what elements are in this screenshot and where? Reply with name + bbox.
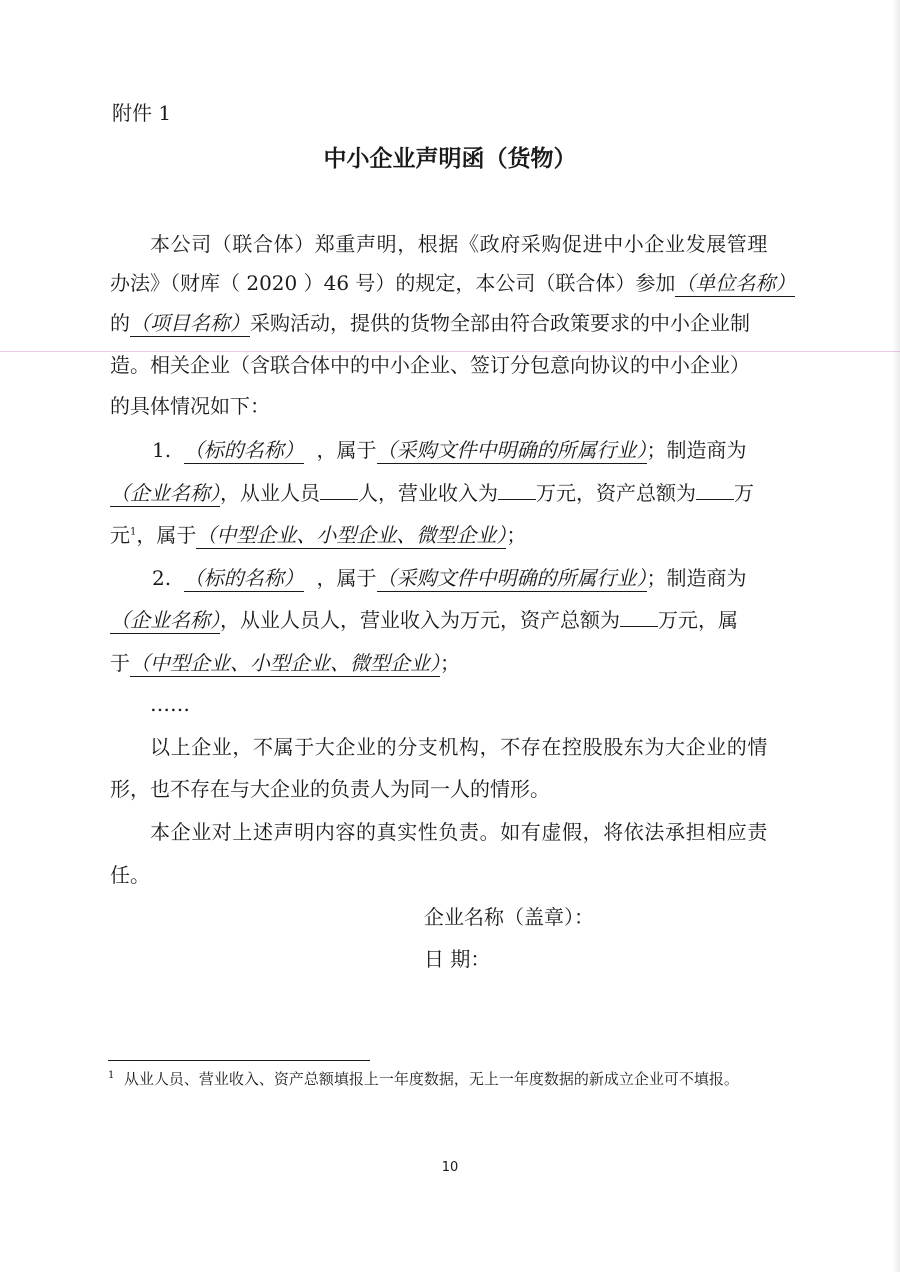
- para1-line3-text-b: 采购活动，提供的货物全部由符合政策要求的中小企业制: [250, 311, 750, 335]
- para1-line2-text: 办法》（财库（ 2020 ）46 号）的规定，本公司（联合体）参加: [110, 271, 676, 295]
- item2-line2: [110, 606, 738, 634]
- footnote-divider: [108, 1060, 370, 1061]
- unit-name-field: （单位名称）: [675, 271, 796, 295]
- item2-assets-blank: [620, 606, 658, 627]
- item1-size-field: （中型企业、小型企业、微型企业）: [196, 523, 507, 547]
- item2-size-field: （中型企业、小型企业、微型企业）: [130, 651, 440, 675]
- item1-line2: [110, 479, 754, 507]
- ellipsis: ……: [150, 692, 190, 716]
- item1-number: 1.: [152, 438, 172, 462]
- item2-industry-field: （采购文件中明确的所属行业）: [376, 566, 647, 590]
- item2-belongs-text: ，属于: [316, 566, 377, 590]
- item1-belongs-text: ，属于: [316, 438, 377, 462]
- project-name-field: （项目名称）: [130, 311, 250, 335]
- item1-wan-text: 万: [734, 481, 754, 505]
- para3-line2: 任。: [110, 863, 150, 887]
- item1-revenue-text: 人，营业收入为: [358, 481, 498, 505]
- item1-end: ；: [506, 523, 527, 547]
- item2-details-text: ，从业人员人，营业收入为万元，资产总额为: [220, 608, 620, 632]
- item1-staff-blank: [320, 479, 358, 500]
- item2-end: ；: [440, 651, 460, 675]
- item2-company-field: （企业名称）: [110, 608, 220, 632]
- para2-line2: 形，也不存在与大企业的负责人为同一人的情形。: [110, 777, 550, 801]
- item2-wan-text: 万元，属: [658, 608, 738, 632]
- para2-line1: 以上企业，不属于大企业的分支机构，不存在控股股东为大企业的情: [150, 735, 768, 759]
- attachment-label: 附件 1: [112, 101, 172, 125]
- scan-edge-shadow: [892, 0, 900, 1272]
- para3-line1: 本企业对上述声明内容的真实性负责。如有虚假，将依法承担相应责: [150, 820, 768, 844]
- para1-line4: 造。相关企业（含联合体中的中小企业、签订分包意向协议的中小企业）: [110, 353, 750, 377]
- item1-line1: [152, 436, 747, 464]
- para1-line5: 的具体情况如下：: [110, 394, 270, 418]
- item1-bid-name-field: （标的名称）: [183, 438, 304, 462]
- company-seal-label: 企业名称（盖章）：: [424, 905, 594, 929]
- para1-line3-text-a: 的: [110, 311, 130, 335]
- document-title: 中小企业声明函（货物）: [323, 146, 577, 172]
- item2-line3: [110, 649, 460, 677]
- footnote: [108, 1069, 739, 1089]
- para1-line3: [110, 309, 750, 337]
- item2-maker-text: ；制造商为: [646, 566, 747, 590]
- page-number: 10: [441, 1160, 459, 1175]
- footnote-text: 从业人员、营业收入、资产总额填报上一年度数据，无上一年度数据的新成立企业可不填报。: [123, 1070, 739, 1088]
- item1-assets-blank: [696, 479, 734, 500]
- para1-line2: [110, 269, 795, 297]
- item1-industry-field: （采购文件中明确的所属行业）: [376, 438, 647, 462]
- item2-line1: [152, 564, 747, 592]
- item1-staff-text: ，从业人员: [220, 481, 320, 505]
- item1-line3: [110, 521, 526, 549]
- para1-line1: 本公司（联合体）郑重声明，根据《政府采购促进中小企业发展管理: [150, 232, 768, 256]
- item1-yuan-text: 元: [110, 523, 130, 547]
- item1-revenue-blank: [498, 479, 536, 500]
- item2-bid-name-field: （标的名称）: [183, 566, 304, 590]
- item2-yu-text: 于: [110, 651, 130, 675]
- footnote-ref-mark: 1: [130, 526, 137, 538]
- footnote-mark: 1: [108, 1070, 115, 1081]
- item2-number: 2.: [152, 566, 172, 590]
- item1-company-field: （企业名称）: [110, 481, 220, 505]
- item1-size-prefix: ，属于: [136, 523, 197, 547]
- date-label: 日 期：: [424, 947, 491, 971]
- item1-maker-text: ；制造商为: [646, 438, 747, 462]
- item1-assets-text: 万元，资产总额为: [536, 481, 696, 505]
